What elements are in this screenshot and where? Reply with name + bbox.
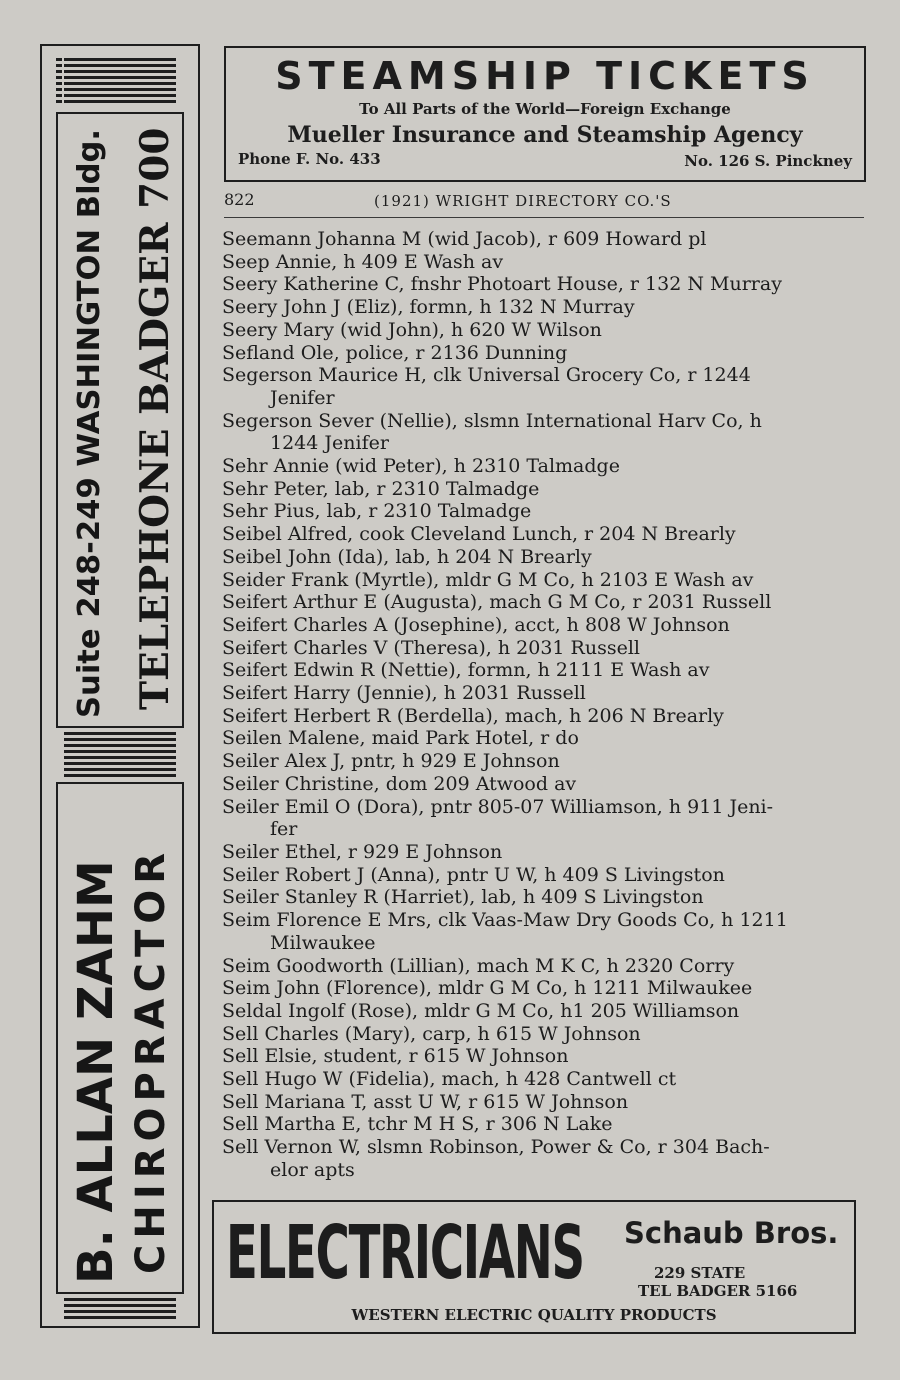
listing-entry: [222, 1023, 870, 1046]
electricians-title: ELECTRICIANS: [226, 1210, 584, 1296]
listing-entry: [222, 478, 870, 501]
listing-text: Sell Hugo W (Fidelia), mach, h 428 Cantwell ct: [222, 1068, 677, 1091]
listing-text: Seldal Ingolf (Rose), mldr G M Co, h1 205 Williamson: [222, 999, 740, 1022]
listing-entry: [222, 864, 870, 887]
ad-agency-name: Mueller Insurance and Steamship Agency: [287, 122, 803, 148]
listing-entry: [222, 614, 870, 637]
steamship-advertisement: [224, 46, 866, 182]
listing-text: Seery Mary (wid John), h 620 W Wilson: [222, 318, 602, 341]
listing-entry: [222, 251, 870, 274]
listing-entry: [222, 455, 870, 478]
listing-text: Segerson Sever (Nellie), slsmn International Harv Co, h: [222, 409, 762, 432]
listing-text: Sehr Peter, lab, r 2310 Talmadge: [222, 477, 540, 500]
listing-text: Seery John J (Eliz), formn, h 132 N Murray: [222, 296, 635, 319]
listing-text: Sell Mariana T, asst U W, r 615 W Johnson: [222, 1090, 629, 1113]
listing-text: Sefland Ole, police, r 2136 Dunning: [222, 341, 568, 364]
listing-text: Seim Goodworth (Lillian), mach M K C, h 2320 Corry: [222, 954, 735, 977]
listing-entry: [222, 909, 870, 954]
listing-entry: [222, 1113, 870, 1136]
listing-text: Sehr Pius, lab, r 2310 Talmadge: [222, 500, 532, 523]
listing-text: Seiler Alex J, pntr, h 929 E Johnson: [222, 750, 560, 773]
listing-entry: [222, 659, 870, 682]
company-phone: TEL BADGER 5166: [638, 1282, 798, 1300]
listing-text: Seep Annie, h 409 E Wash av: [222, 250, 504, 273]
listing-entry: [222, 955, 870, 978]
listing-text: Seery Katherine C, fnshr Photoart House, r 132 N Murray: [222, 273, 782, 296]
listing-text: Seiler Ethel, r 929 E Johnson: [222, 840, 503, 863]
listing-text: Sell Vernon W, slsmn Robinson, Power & Co, r 304 Bach-: [222, 1136, 770, 1159]
profession-text: CHIROPRACTOR: [128, 846, 174, 1274]
listing-text: Seiler Robert J (Anna), pntr U W, h 409 S Livingston: [222, 863, 725, 886]
listing-entry: [222, 319, 870, 342]
listing-entry: [222, 1068, 870, 1091]
ad-title: STEAMSHIP TICKETS: [275, 54, 815, 98]
listing-entry: [222, 841, 870, 864]
listing-text: Segerson Maurice H, clk Universal Grocery Co, r 1244: [222, 364, 751, 387]
listing-entry: [222, 705, 870, 728]
electricians-advertisement: [212, 1200, 856, 1334]
listing-entry: [222, 886, 870, 909]
listing-continuation: 1244 Jenifer: [270, 432, 389, 455]
listing-continuation: fer: [270, 818, 298, 841]
listing-text: Seim Florence E Mrs, clk Vaas-Maw Dry Goods Co, h 1211: [222, 909, 788, 932]
listing-entry: [222, 1091, 870, 1114]
listing-text: Seibel Alfred, cook Cleveland Lunch, r 204 N Brearly: [222, 523, 736, 546]
listing-entry: [222, 523, 870, 546]
listing-text: Seider Frank (Myrtle), mldr G M Co, h 2103 E Wash av: [222, 568, 754, 591]
listing-text: Seemann Johanna M (wid Jacob), r 609 Howard pl: [222, 228, 707, 250]
listing-entry: [222, 637, 870, 660]
listing-entry: [222, 364, 870, 409]
listing-text: Seiler Stanley R (Harriet), lab, h 409 S Livingston: [222, 886, 704, 909]
listing-entry: [222, 773, 870, 796]
name-box: [56, 782, 184, 1294]
listing-entry: [222, 750, 870, 773]
listing-text: Seiler Christine, dom 209 Atwood av: [222, 772, 577, 795]
address-box: [56, 112, 184, 728]
decorative-hatching-bottom: [64, 1298, 176, 1322]
listing-continuation: Jenifer: [270, 386, 335, 409]
listing-text: Sell Elsie, student, r 615 W Johnson: [222, 1045, 569, 1068]
listing-text: Seifert Charles A (Josephine), acct, h 808 W Johnson: [222, 613, 730, 636]
listing-entry: [222, 682, 870, 705]
listing-text: Seifert Edwin R (Nettie), formn, h 2111 E Wash av: [222, 659, 710, 682]
listing-entry: [222, 273, 870, 296]
listing-text: Sell Martha E, tchr M H S, r 306 N Lake: [222, 1113, 613, 1136]
listing-entry: [222, 1136, 870, 1181]
listing-text: Seilen Malene, maid Park Hotel, r do: [222, 727, 579, 750]
company-slogan: WESTERN ELECTRIC QUALITY PRODUCTS: [351, 1306, 717, 1324]
listing-entry: [222, 727, 870, 750]
listing-entry: [222, 500, 870, 523]
listing-text: Seifert Arthur E (Augusta), mach G M Co, r 2031 Russell: [222, 591, 772, 614]
listing-continuation: Milwaukee: [270, 931, 376, 954]
chiropractor-advertisement: [40, 44, 200, 1328]
listing-entry: [222, 796, 870, 841]
listing-entry: [222, 591, 870, 614]
telephone-text: TELEPHONE BADGER 700: [132, 127, 178, 710]
running-head: (1921) WRIGHT DIRECTORY CO.'S: [374, 192, 672, 210]
listing-text: Seim John (Florence), mldr G M Co, h 1211 Milwaukee: [222, 977, 753, 1000]
listing-text: Seifert Herbert R (Berdella), mach, h 206 N Brearly: [222, 704, 724, 727]
listing-continuation: elor apts: [270, 1158, 355, 1181]
listing-entry: [222, 1045, 870, 1068]
listing-entry: [222, 228, 870, 251]
decorative-hatching-side: [56, 58, 62, 106]
listing-text: Seifert Harry (Jennie), h 2031 Russell: [222, 682, 586, 705]
listing-text: Sehr Annie (wid Peter), h 2310 Talmadge: [222, 455, 620, 478]
directory-listings: [222, 228, 870, 1182]
ad-address: No. 126 S. Pinckney: [684, 152, 852, 170]
listing-entry: [222, 410, 870, 455]
listing-text: Seibel John (Ida), lab, h 204 N Brearly: [222, 545, 592, 568]
ad-phone: Phone F. No. 433: [238, 150, 381, 168]
listing-entry: [222, 1000, 870, 1023]
page-number: 822: [224, 190, 255, 209]
company-address: 229 STATE: [654, 1264, 746, 1282]
listing-entry: [222, 296, 870, 319]
listing-text: Seifert Charles V (Theresa), h 2031 Russell: [222, 636, 640, 659]
listing-entry: [222, 569, 870, 592]
ad-subtitle: To All Parts of the World—Foreign Exchange: [359, 100, 731, 118]
listing-entry: [222, 342, 870, 365]
header-divider: [224, 217, 864, 218]
suite-address-text: Suite 248-249 WASHINGTON Bldg.: [72, 128, 107, 718]
company-name: Schaub Bros.: [624, 1216, 839, 1250]
listing-text: Sell Charles (Mary), carp, h 615 W Johnson: [222, 1022, 641, 1045]
listing-entry: [222, 546, 870, 569]
doctor-name-text: B. ALLAN ZAHM: [68, 860, 124, 1284]
decorative-hatching-top: [64, 58, 176, 106]
listing-text: Seiler Emil O (Dora), pntr 805-07 Williamson, h 911 Jeni-: [222, 795, 774, 818]
listing-entry: [222, 977, 870, 1000]
decorative-hatching-middle: [64, 732, 176, 780]
